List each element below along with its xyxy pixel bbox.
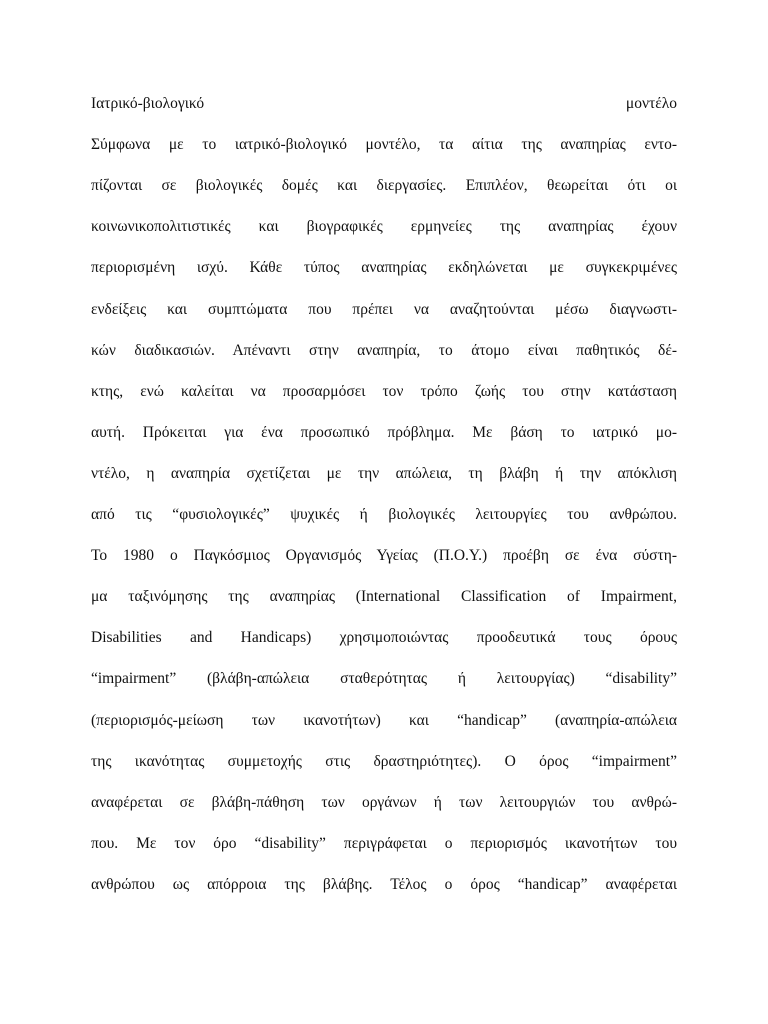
paragraph-line: Το 1980 ο Παγκόσμιος Οργανισμός Υγείας (Π.Ο.Υ.) προέβη σε ένα σύστη- [91, 547, 677, 564]
paragraph-line: Disabilities and Handicaps) χρησιμοποιώντας προοδευτικά τους όρους [91, 629, 677, 646]
paragraph-line: από τις “φυσιολογικές” ψυχικές ή βιολογικές λειτουργίες του ανθρώπου. [91, 506, 677, 523]
paragraph-line: Σύμφωνα με το ιατρικό-βιολογικό μοντέλο, τα αίτια της αναπηρίας εντο- [91, 136, 677, 153]
paragraph-line: της ικανότητας συμμετοχής στις δραστηριότητες). Ο όρος “impairment” [91, 753, 677, 770]
paragraph-line: ντέλο, η αναπηρία σχετίζεται με την απώλεια, τη βλάβη ή την απόκλιση [91, 465, 677, 482]
heading-left: Ιατρικό-βιολογικό [91, 95, 205, 112]
paragraph-line: ανθρώπου ως απόρροια της βλάβης. Τέλος ο όρος “handicap” αναφέρεται [91, 876, 677, 893]
paragraph-line: ενδείξεις και συμπτώματα που πρέπει να αναζητούνται μέσω διαγνωστι- [91, 301, 677, 318]
paragraph-line: μα ταξινόμησης της αναπηρίας (International Classification of Impairment, [91, 588, 677, 605]
paragraph-line: αναφέρεται σε βλάβη-πάθηση των οργάνων ή των λειτουργιών του ανθρώ- [91, 794, 677, 811]
paragraph-line: (περιορισμός-μείωση των ικανοτήτων) και “handicap” (αναπηρία-απώλεια [91, 712, 677, 729]
paragraph-line: που. Με τον όρο “disability” περιγράφεται ο περιορισμός ικανοτήτων του [91, 835, 677, 852]
paragraph-line: κτης, ενώ καλείται να προσαρμόσει τον τρόπο ζωής του στην κατάσταση [91, 383, 677, 400]
paragraph-line: πίζονται σε βιολογικές δομές και διεργασίες. Επιπλέον, θεωρείται ότι οι [91, 177, 677, 194]
heading-right: μοντέλο [625, 95, 677, 112]
paragraph-line: αυτή. Πρόκειται για ένα προσωπικό πρόβλημα. Με βάση το ιατρικό μο- [91, 424, 677, 441]
paragraph-line: περιορισμένη ισχύ. Κάθε τύπος αναπηρίας εκδηλώνεται με συγκεκριμένες [91, 259, 677, 276]
paragraph-line: κών διαδικασιών. Απέναντι στην αναπηρία, το άτομο είναι παθητικός δέ- [91, 342, 677, 359]
paragraph-line: κοινωνικοπολιτιστικές και βιογραφικές ερμηνείες της αναπηρίας έχουν [91, 218, 677, 235]
paragraph-line: “impairment” (βλάβη-απώλεια σταθερότητας ή λειτουργίας) “disability” [91, 670, 677, 687]
heading-line [91, 94, 677, 114]
